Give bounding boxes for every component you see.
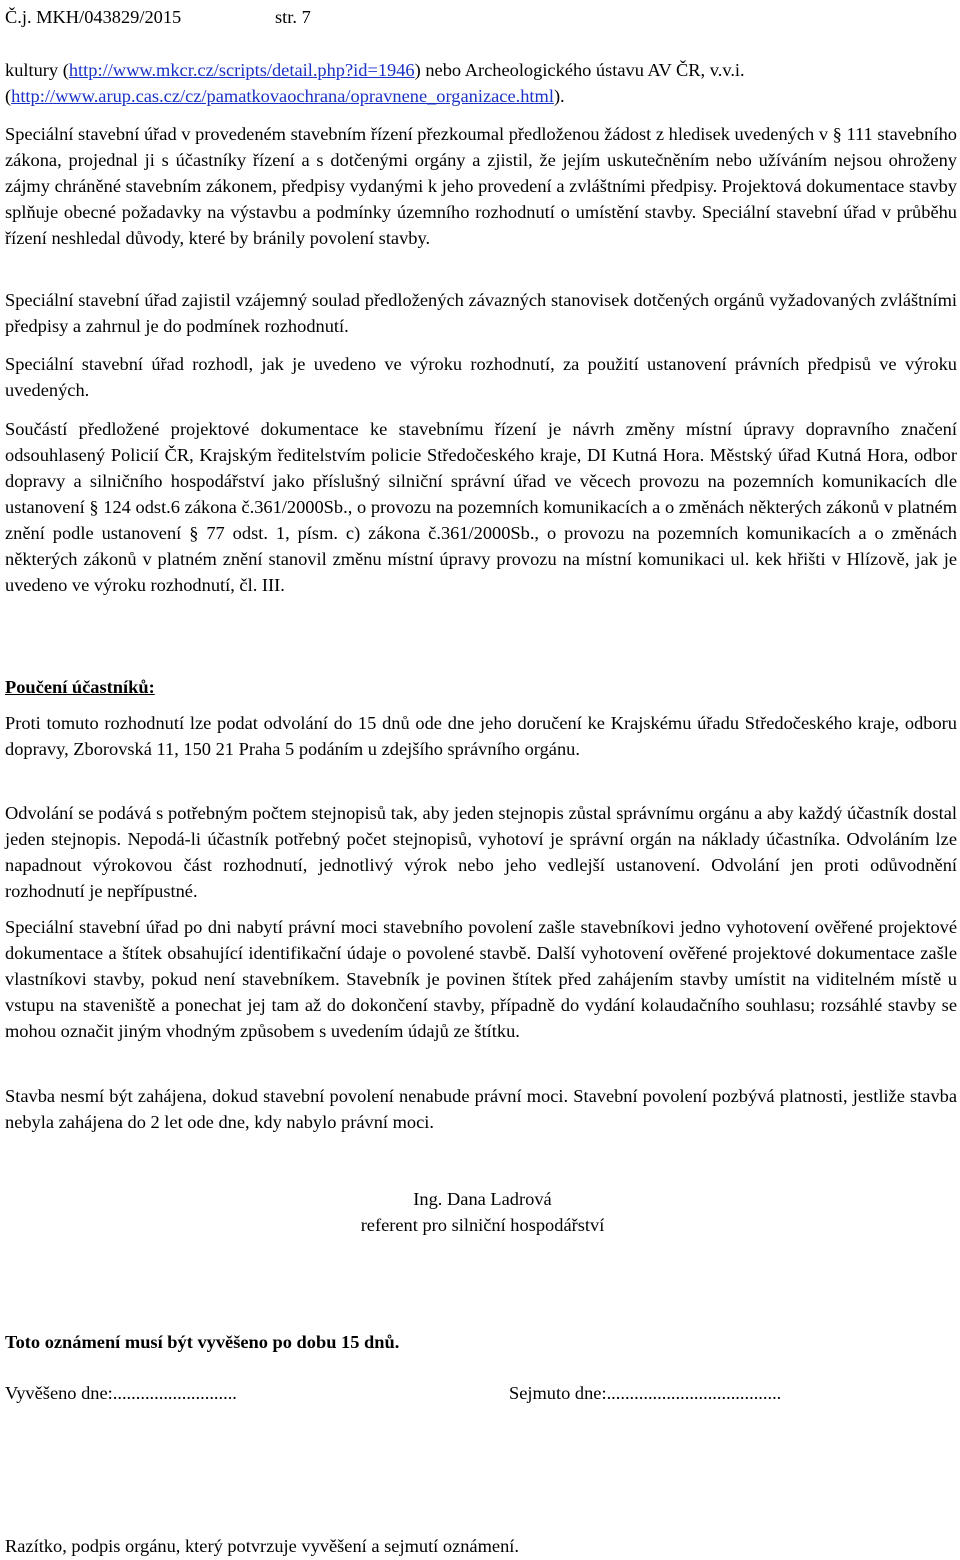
posted-date-field: Vyvěšeno dne:........................... bbox=[5, 1383, 237, 1403]
paragraph-traffic bbox=[5, 416, 957, 598]
stamp-line bbox=[5, 1533, 957, 1559]
intro-text-before: kultury ( bbox=[5, 60, 69, 80]
intro-text-mid: ) nebo Archeologického ústavu AV ČR, v.v.i. ( bbox=[5, 60, 745, 106]
paragraph-decision bbox=[5, 351, 957, 403]
page-header bbox=[5, 4, 957, 28]
link-mkcr[interactable]: http://www.mkcr.cz/scripts/detail.php?id=1946 bbox=[68, 60, 415, 80]
paragraph-text: Speciální stavební úřad v provedeném stavebním řízení přezkoumal předloženou žádost z hledisek uvedených v § 111 stavebního zákona, projednal ji s účastníky řízení a s dotčenými orgány a zjistil, že jejím uskutečněním nebo užíváním nejsou ohroženy zájmy chráněné stavebním zákonem, předpisy vydanými k jeho provedení a zvláštními předpisy. Projektová dokumentace stavby splňuje obecné požadavky na výstavbu a podmínky územního rozhodnutí o umístění stavby. Speciální stavební úřad v průběhu řízení neshledal důvody, které by bránily povolení stavby. bbox=[5, 124, 957, 248]
notice-text: Toto oznámení musí být vyvěšeno po dobu 15 dnů. bbox=[5, 1332, 400, 1352]
paragraph-text: Speciální stavební úřad rozhodl, jak je uvedeno ve výroku rozhodnutí, za použití ustanovení právních předpisů ve výroku uvedených. bbox=[5, 354, 957, 400]
reference-number: Č.j. MKH/043829/2015 bbox=[5, 7, 182, 27]
paragraph-validity bbox=[5, 1083, 957, 1135]
stamp-text: Razítko, podpis orgánu, který potvrzuje vyvěšení a sejmutí oznámení. bbox=[5, 1536, 519, 1556]
paragraph-text: Proti tomuto rozhodnutí lze podat odvolání do 15 dnů ode dne jeho doručení ke Krajskému úřadu Středočeského kraje, odboru dopravy, Zborovská 11, 150 21 Praha 5 podáním u zdejšího správního orgánu. bbox=[5, 713, 957, 759]
signatory-name: Ing. Dana Ladrová bbox=[413, 1189, 552, 1209]
paragraph-appeal bbox=[5, 710, 957, 762]
page-number: str. 7 bbox=[275, 7, 311, 27]
posting-notice bbox=[5, 1329, 957, 1355]
signature-block bbox=[5, 1186, 957, 1238]
paragraph-text: Odvolání se podává s potřebným počtem stejnopisů tak, aby jeden stejnopis zůstal správnímu orgánu a aby každý účastník dostal jeden stejnopis. Nepodá-li účastník potřebný počet stejnopisů, vyhotoví je správní orgán na náklady účastníka. Odvoláním lze napadnout výrokovou část rozhodnutí, jednotlivý výrok nebo jeho vedlejší ustanovení. Odvolání jen proti odůvodnění rozhodnutí je nepřípustné. bbox=[5, 803, 957, 901]
intro-paragraph bbox=[5, 57, 957, 109]
instructions-heading bbox=[5, 674, 957, 700]
section-heading: Poučení účastníků: bbox=[5, 677, 155, 697]
signatory-title: referent pro silniční hospodářství bbox=[360, 1215, 605, 1235]
paragraph-assessment bbox=[5, 121, 957, 251]
link-arup[interactable]: http://www.arup.cas.cz/cz/pamatkovaochrana/opravnene_organizace.html bbox=[11, 86, 554, 106]
paragraph-label bbox=[5, 914, 957, 1044]
removed-date-field: Sejmuto dne:...................................... bbox=[509, 1383, 782, 1403]
paragraph-copies bbox=[5, 800, 957, 904]
intro-text-after: ). bbox=[553, 86, 565, 106]
paragraph-text: Speciální stavební úřad zajistil vzájemný soulad předložených závazných stanovisek dotčených orgánů vyžadovaných zvláštními předpisy a zahrnul je do podmínek rozhodnutí. bbox=[5, 290, 957, 336]
paragraph-text: Součástí předložené projektové dokumentace ke stavebnímu řízení je návrh změny místní úpravy dopravního značení odsouhlasený Policií ČR, Krajským ředitelstvím policie Středočeského kraje, DI Kutná Hora. Městský úřad Kutná Hora, odbor dopravy a silničního hospodářství jako příslušný silniční správní úřad ve věcech provozu na pozemních komunikacích dle ustanovení § 124 odst.6 zákona č.361/2000Sb., o provozu na pozemních komunikacích a o změnách některých zákonů v platném znění podle ustanovení § 77 odst. 1, písm. c) zákona č.361/2000Sb., o provozu na pozemních komunikacích a o změnách některých zákonů v platném znění stanovil změnu místní úpravy provozu na místní komunikaci ul. kek hřišti v Hlízově, jak je uvedeno ve výroku rozhodnutí, čl. III. bbox=[5, 419, 957, 595]
paragraph-harmony bbox=[5, 287, 957, 339]
paragraph-text: Speciální stavební úřad po dni nabytí právní moci stavebního povolení zašle stavebníkovi jedno vyhotovení ověřené projektové dokumentace a štítek obsahující identifikační údaje o povolené stavbě. Další vyhotovení ověřené projektové dokumentace zašle vlastníkovi stavby, pokud není stavebníkem. Stavebník je povinen štítek před zahájením stavby umístit na viditelném místě u vstupu na staveniště a ponechat jej tam až do dokončení stavby, případně do vydání kolaudačního souhlasu; rozsáhlé stavby se mohou označit jiným vhodným způsobem s uvedením údajů ze štítku. bbox=[5, 917, 957, 1041]
paragraph-text: Stavba nesmí být zahájena, dokud stavební povolení nenabude právní moci. Stavební povolení pozbývá platnosti, jestliže stavba nebyla zahájena do 2 let ode dne, kdy nabylo právní moci. bbox=[5, 1086, 957, 1132]
